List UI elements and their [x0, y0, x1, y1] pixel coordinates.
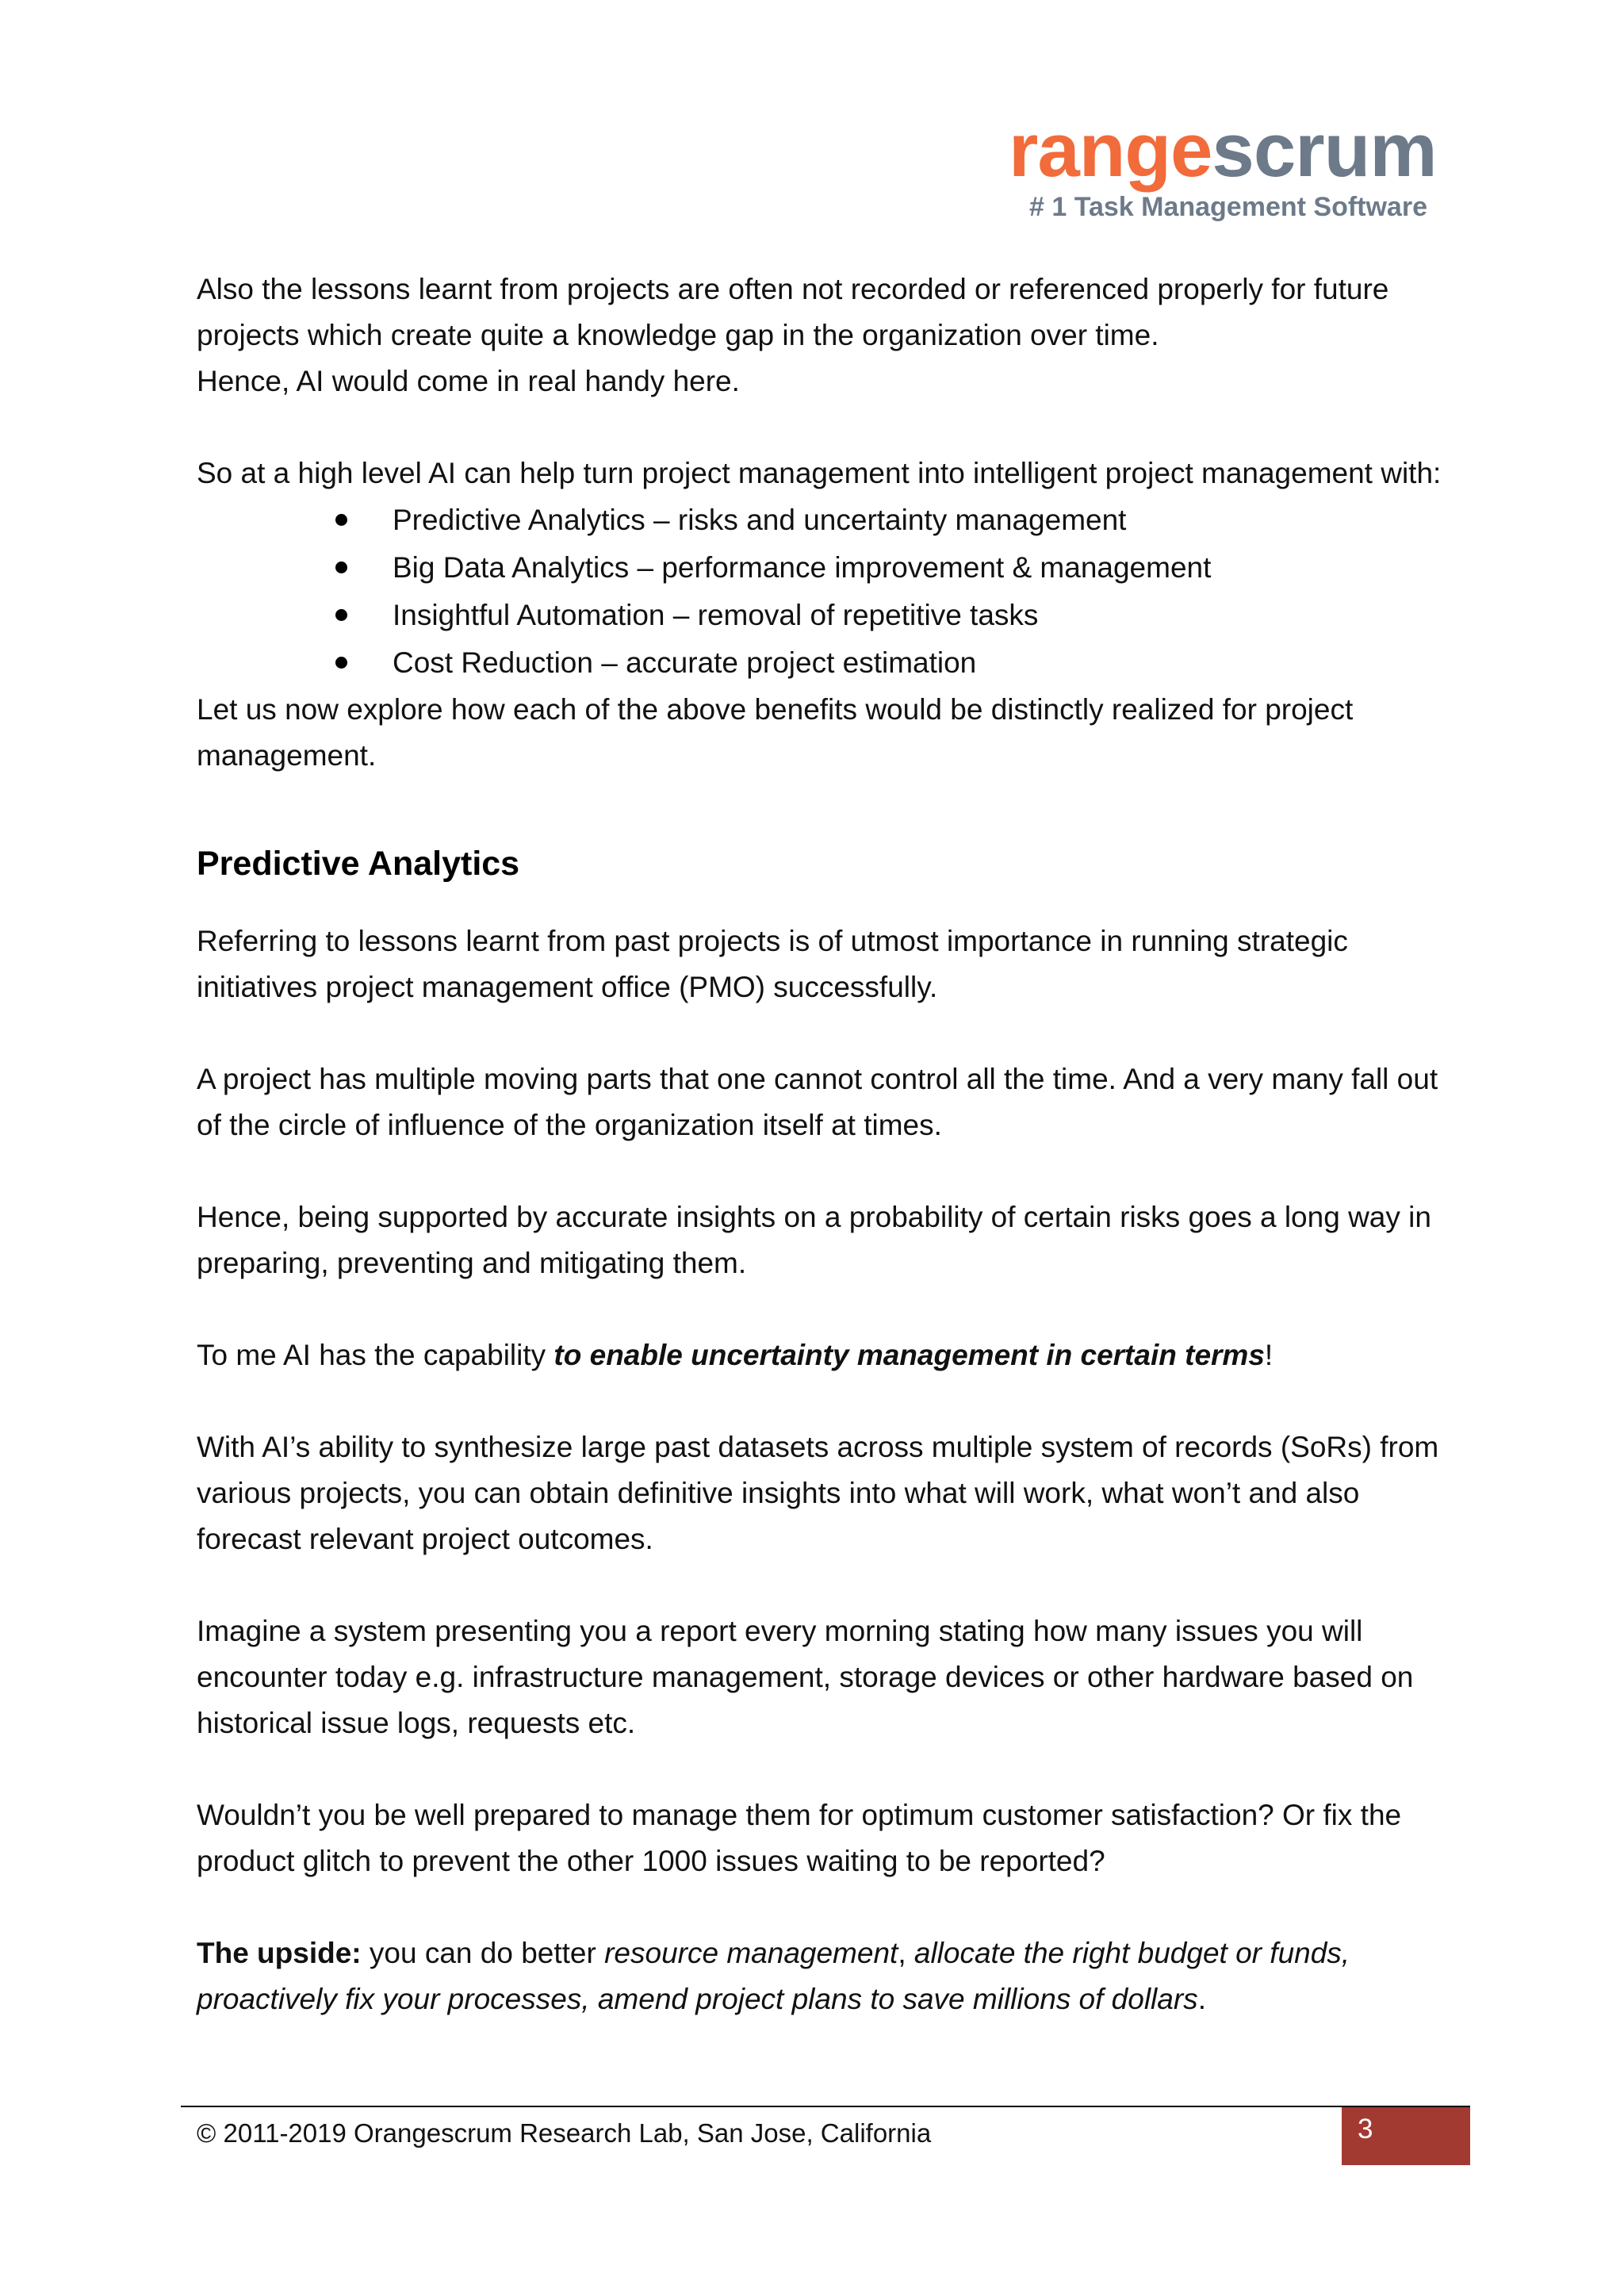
paragraph-capability [197, 1332, 1450, 1378]
paragraph-prepared: Wouldn’t you be well prepared to manage them for optimum customer satisfaction? Or fix the product glitch to prevent the other 1000 issues waiting to be reported? [197, 1799, 1402, 1877]
list-item [335, 639, 1450, 687]
paragraph-ai-handy: Hence, AI would come in real handy here. [197, 365, 740, 397]
upside-end: . [1197, 1983, 1206, 2015]
paragraph-upside [197, 1930, 1450, 2022]
document-body [197, 266, 1450, 2022]
bullet-icon [335, 657, 347, 669]
upside-separator: , [898, 1937, 914, 1969]
page-number-badge [1342, 2107, 1470, 2165]
paragraph-insights: Hence, being supported by accurate insights on a probability of certain risks goes a long way in preparing, preventing and mitigating them. [197, 1201, 1431, 1279]
upside-italic-1: resource management [604, 1937, 898, 1969]
logo-word-orange: range [1009, 108, 1212, 193]
paragraph-high-level: So at a high level AI can help turn project management into intelligent project management with: [197, 457, 1442, 489]
paragraph-synthesize: With AI’s ability to synthesize large past datasets across multiple system of records (SoRs) from various projects, you can obtain definitive insights into what will work, what won’t and also forecast relevant project outcomes. [197, 1431, 1439, 1555]
paragraph-lessons-learnt: Also the lessons learnt from projects are often not recorded or referenced properly for future projects which create quite a knowledge gap in the organization over time. [197, 273, 1389, 351]
capability-prefix: To me AI has the capability [197, 1339, 554, 1371]
capability-emphasis: to enable uncertainty management in certain terms [553, 1339, 1265, 1371]
list-item [335, 544, 1450, 592]
list-item [335, 592, 1450, 639]
upside-label: The upside: [197, 1937, 362, 1969]
footer-copyright: © 2011-2019 Orangescrum Research Lab, San Jose, California [197, 2118, 932, 2148]
list-item-text: Predictive Analytics – risks and uncertainty management [393, 504, 1127, 536]
upside-italic-2: allocate the right budget or funds, proactively fix your processes, amend project plans to save millions of dollars [197, 1937, 1350, 2015]
paragraph-moving-parts: A project has multiple moving parts that one cannot control all the time. And a very many fall out of the circle of influence of the organization itself at times. [197, 1063, 1438, 1141]
paragraph-imagine: Imagine a system presenting you a report every morning stating how many issues you will encounter today e.g. infrastructure management, storage devices or other hardware based on historical issue logs, requests etc. [197, 1615, 1414, 1739]
paragraph-explore: Let us now explore how each of the above benefits would be distinctly realized for project management. [197, 693, 1354, 772]
bullet-icon [335, 562, 347, 573]
upside-text: you can do better [361, 1937, 605, 1969]
logo-tagline: # 1 Task Management Software [1029, 192, 1427, 222]
section-heading-predictive-analytics: Predictive Analytics [197, 845, 520, 883]
footer-divider [181, 2106, 1470, 2107]
list-item-text: Cost Reduction – accurate project estimation [393, 646, 977, 679]
capability-suffix: ! [1264, 1339, 1274, 1371]
logo-word-grey: scrum [1212, 108, 1437, 193]
page-number: 3 [1358, 2114, 1373, 2145]
orangescrum-logo [1007, 94, 1435, 228]
bullet-icon [335, 609, 347, 621]
paragraph-referring: Referring to lessons learnt from past projects is of utmost importance in running strategic initiatives project management office (PMO) successfully. [197, 925, 1348, 1003]
bullet-icon [335, 514, 347, 526]
list-item-text: Insightful Automation – removal of repetitive tasks [393, 599, 1039, 631]
list-item [335, 496, 1450, 544]
logo-wordmark [1009, 108, 1437, 193]
benefits-list [197, 496, 1450, 687]
list-item-text: Big Data Analytics – performance improvement & management [393, 551, 1212, 584]
